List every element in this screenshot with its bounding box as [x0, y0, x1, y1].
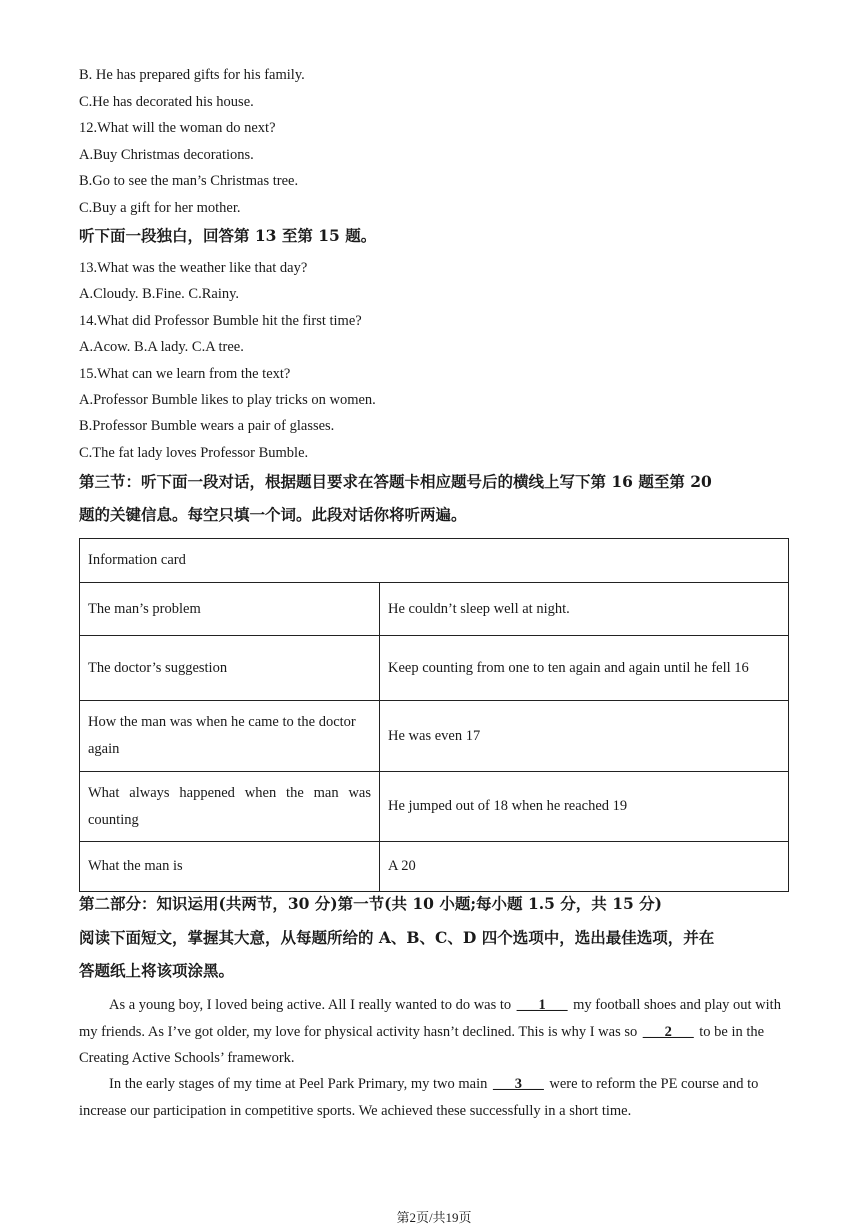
question-line: 14.What did Professor Bumble hit the first time?	[79, 313, 362, 329]
passage-text: to be in the Creating Active Schools’ framework.	[79, 1023, 765, 1066]
option-line: B. He has prepared gifts for his family.	[79, 67, 305, 83]
table-answer-cell: He couldn’t sleep well at night.	[380, 583, 789, 636]
option-line: B.Go to see the man’s Christmas tree.	[79, 173, 299, 189]
option-line: A.Cloudy. B.Fine. C.Rainy.	[79, 286, 240, 302]
blank-1: ___1___	[516, 997, 568, 1013]
option-line: A.Buy Christmas decorations.	[79, 147, 254, 163]
table-question-cell: The man’s problem	[80, 583, 380, 636]
option-line: A.Professor Bumble likes to play tricks on women.	[79, 392, 376, 408]
table-question-cell: What the man is	[80, 842, 380, 892]
question-line: 13.What was the weather like that day?	[79, 260, 308, 276]
table-title: Information card	[80, 539, 789, 583]
instruction-line: 阅读下面短文，掌握其大意，从每题所给的 A、B、C、D 四个选项中，选出最佳选项，并在	[79, 928, 715, 947]
option-line: B.Professor Bumble wears a pair of glasses.	[79, 418, 335, 434]
section-heading: 第三节：听下面一段对话，根据题目要求在答题卡相应题号后的横线上写下第 16 题至第 20	[79, 472, 712, 491]
table-question-cell: What always happened when the man was counting	[80, 772, 380, 842]
table-answer-cell: A 20	[380, 842, 789, 892]
passage-text: were to reform the PE course and to increase our participation in competitive sports. We achieved these successfully in a short time.	[79, 1076, 759, 1119]
passage-paragraph	[79, 1071, 789, 1124]
option-line: C.Buy a gift for her mother.	[79, 200, 241, 216]
passage-paragraph	[79, 992, 789, 1072]
table-answer-cell: Keep counting from one to ten again and again until he fell 16	[380, 636, 789, 701]
passage-text: my football shoes and play out with my friends. As I’ve got older, my love for physical activity hasn’t declined. This is why I was so	[79, 997, 781, 1040]
section-heading: 听下面一段独白，回答第 13 至第 15 题。	[79, 226, 377, 245]
question-line: 12.What will the woman do next?	[79, 120, 276, 136]
option-line: A.Acow. B.A lady. C.A tree.	[79, 339, 244, 355]
passage-text: In the early stages of my time at Peel Park Primary, my two main	[109, 1076, 492, 1092]
blank-3: ___3___	[493, 1076, 544, 1092]
blank-2: ___2___	[642, 1023, 694, 1040]
section-heading: 题的关键信息。每空只填一个词。此段对话你将听两遍。	[79, 505, 467, 524]
table-answer-cell: He was even 17	[380, 701, 789, 772]
instruction-line: 答题纸上将该项涂黑。	[79, 961, 235, 980]
passage-text: As a young boy, I loved being active. All I really wanted to do was to	[109, 997, 515, 1013]
question-line: 15.What can we learn from the text?	[79, 366, 291, 382]
part-heading: 第二部分：知识运用(共两节，30 分)第一节(共 10 小题;每小题 1.5 分，共 15 分)	[79, 894, 663, 913]
table-question-cell: How the man was when he came to the doctor again	[80, 701, 380, 772]
information-card-table	[79, 538, 789, 892]
table-answer-cell: He jumped out of 18 when he reached 19	[380, 772, 789, 842]
table-question-cell: The doctor’s suggestion	[80, 636, 380, 701]
option-line: C.The fat lady loves Professor Bumble.	[79, 445, 309, 461]
page-footer: 第2页/共19页	[396, 1210, 472, 1225]
option-line: C.He has decorated his house.	[79, 94, 254, 110]
